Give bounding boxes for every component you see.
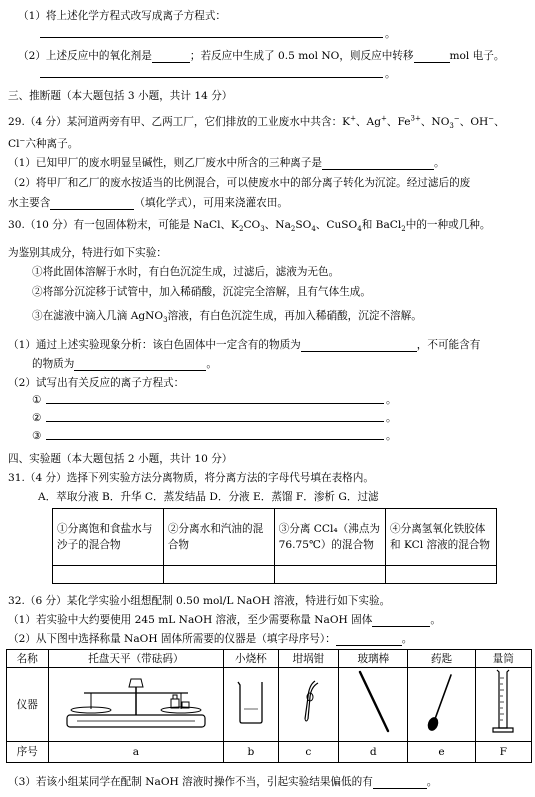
q32-part3 xyxy=(8,775,437,789)
graduated-cylinder-icon xyxy=(489,668,517,736)
electron-blank[interactable] xyxy=(414,50,450,63)
q28-p2a: （2）上述反应中的氧化剂是 xyxy=(18,50,152,62)
q32-stem: 32.（6 分）某化学实验小组想配制 0.50 mol/L NaOH 溶液，特进行如下实验。 xyxy=(8,595,391,607)
q29-stem-d: 、NO xyxy=(420,116,450,128)
q30-p1b: ，不可能含有 xyxy=(416,339,481,351)
sup: − xyxy=(19,136,26,145)
q31-answer-1[interactable] xyxy=(53,566,164,584)
q30-exp3 xyxy=(32,309,422,323)
instrument-blank[interactable] xyxy=(336,633,402,646)
header-tongs: 坩埚钳 xyxy=(278,650,339,668)
q32-p3: （3）若该小组某同学在配制 NaOH 溶液时操作不当，引起实验结果偏低的有 xyxy=(8,776,373,788)
sub: 3 xyxy=(163,316,168,325)
q31-cell-4: ④分离氢氧化铁胶体和 KCl 溶液的混合物 xyxy=(386,509,497,566)
sup: − xyxy=(453,114,460,123)
letter-f: F xyxy=(475,742,531,763)
q28-p2c: mol 电子。 xyxy=(449,50,505,62)
oxidant-blank[interactable] xyxy=(152,50,190,63)
sub: 2 xyxy=(290,225,296,234)
row-label-sequence: 序号 xyxy=(7,742,49,763)
q29-stem xyxy=(8,115,505,129)
q30-part1 xyxy=(8,338,480,352)
answer-line[interactable] xyxy=(40,37,383,38)
q30-p1c: 的物质为 xyxy=(32,358,75,370)
answer-line[interactable] xyxy=(40,77,383,78)
header-beaker: 小烧杯 xyxy=(224,650,278,668)
period: 。 xyxy=(386,394,397,406)
period: 。 xyxy=(433,157,445,169)
answer-line[interactable] xyxy=(46,439,384,440)
mass-blank[interactable] xyxy=(372,614,430,627)
sub: 4 xyxy=(311,225,316,234)
q30-exp2: ②将部分沉淀移于试管中，加入稀硝酸，沉淀完全溶解，且有气体生成。 xyxy=(32,286,371,298)
q31-options: A．萃取分液 B．升华 C．蒸发结晶 D．分液 E．蒸馏 F．渗析 G．过滤 xyxy=(38,491,379,503)
q30-stem-b: CO xyxy=(243,219,261,231)
q31-table xyxy=(52,508,497,584)
q29-stem-e: 、OH xyxy=(459,116,489,128)
rod-cell xyxy=(339,668,408,742)
crucible-tongs-icon xyxy=(293,677,323,727)
q31-cell-1: ①分离饱和食盐水与沙子的混合物 xyxy=(53,509,164,566)
q30-e3a: ③在滤液中滴入几滴 AgNO xyxy=(32,310,164,322)
beaker-cell xyxy=(224,668,278,742)
sup: + xyxy=(350,114,356,123)
q28-p2b: ；若反应中生成了 0.5 mol NO，则反应中转移 xyxy=(189,50,414,62)
q29-stem-f: 、 xyxy=(494,116,505,128)
q29-p2b: 水主要含 xyxy=(8,197,51,209)
letter-a: a xyxy=(48,742,224,763)
sub: 4 xyxy=(357,225,362,234)
q31-stem: 31.（4 分）选择下列实验方法分离物质，将分离方法的字母代号填在表格内。 xyxy=(8,472,374,484)
q30-part2: （2）试写出有关反应的离子方程式： xyxy=(8,377,185,389)
must-contain-blank[interactable] xyxy=(301,339,417,352)
sub: 2 xyxy=(238,225,244,234)
q30-intro: 为鉴别其成分，特进行如下实验： xyxy=(8,247,167,259)
glass-rod-icon xyxy=(348,669,398,735)
sup: 3+ xyxy=(410,114,421,123)
cannot-contain-blank[interactable] xyxy=(74,358,206,371)
q32-p2: （2）从下图中选择称量 NaOH 固体所需要的仪器是（填字母序号）： xyxy=(8,633,336,645)
formula-blank[interactable] xyxy=(50,197,134,210)
period: 。 xyxy=(386,430,397,442)
q30-stem-d: SO xyxy=(295,219,312,231)
section-3-title: 三、推断题（本大题包括 3 小题，共计 14 分） xyxy=(8,90,233,102)
q31-cell-3: ③分离 CCl₄（沸点为 76.75℃）的混合物 xyxy=(274,509,385,566)
header-rod: 玻璃棒 xyxy=(339,650,408,668)
circle-3: ③ xyxy=(32,430,42,442)
q30-e3b: 溶液，有白色沉淀生成，再加入稀硝酸，沉淀不溶解。 xyxy=(167,310,422,322)
letter-c: c xyxy=(278,742,339,763)
period: 。 xyxy=(206,358,217,370)
q30-stem xyxy=(8,218,491,232)
period: 。 xyxy=(426,776,438,788)
period: 。 xyxy=(386,412,397,424)
q29-stem2-b: 六种离子。 xyxy=(25,138,79,150)
q31-answer-4[interactable] xyxy=(386,566,497,584)
letter-b: b xyxy=(224,742,278,763)
q30-stem-c: 、Na xyxy=(264,219,291,231)
header-balance: 托盘天平（带砝码） xyxy=(48,650,224,668)
period: 。 xyxy=(401,633,413,645)
q30-exp1: ①将此固体溶解于水时，有白色沉淀生成，过滤后，滤液为无色。 xyxy=(32,266,340,278)
q29-p2c: （填化学式），可用来浇灌农田。 xyxy=(134,197,288,209)
q31-answer-3[interactable] xyxy=(274,566,385,584)
period: 。 xyxy=(430,614,441,626)
q29-stem-b: 、Ag xyxy=(355,116,381,128)
answer-line[interactable] xyxy=(46,403,384,404)
q30-p1a: （1）通过上述实验现象分析：该白色固体中一定含有的物质为 xyxy=(8,339,301,351)
q29-stem-a: 29.（4 分）某河道两旁有甲、乙两工厂，它们排放的工业废水中共含：K xyxy=(8,116,351,128)
q29-stem2 xyxy=(8,137,78,151)
q30-eq2 xyxy=(32,411,42,425)
header-name: 名称 xyxy=(7,650,49,668)
ions-blank[interactable] xyxy=(322,157,434,170)
sub: 3 xyxy=(449,122,454,131)
q32-part2 xyxy=(8,632,412,646)
period: 。 xyxy=(385,68,396,80)
spatula-cell xyxy=(408,668,475,742)
sub: 3 xyxy=(260,225,265,234)
q28-part2 xyxy=(18,49,504,63)
q30-stem-f: 和 BaCl xyxy=(361,219,402,231)
sup: − xyxy=(488,114,495,123)
header-spatula: 药匙 xyxy=(408,650,475,668)
instrument-table xyxy=(6,649,532,763)
row-label-instrument: 仪器 xyxy=(7,668,49,742)
q30-eq3 xyxy=(32,429,42,443)
answer-line[interactable] xyxy=(46,421,384,422)
section-4-title: 四、实验题（本大题包括 2 小题，共计 10 分） xyxy=(8,453,233,465)
header-cylinder: 量筒 xyxy=(475,650,531,668)
q31-cell-2: ②分离水和汽油的混合物 xyxy=(163,509,274,566)
circle-2: ② xyxy=(32,412,42,424)
q30-eq1 xyxy=(32,393,42,407)
period: 。 xyxy=(385,28,396,40)
balance-icon xyxy=(59,671,213,733)
q29-cl: Cl xyxy=(8,138,20,150)
spatula-icon xyxy=(421,671,461,733)
tongs-cell xyxy=(278,668,339,742)
q32-part1 xyxy=(8,613,441,627)
letter-e: e xyxy=(408,742,475,763)
q30-stem-a: 30.（10 分）有一包固体粉末，可能是 NaCl、K xyxy=(8,219,239,231)
q28-part1: （1）将上述化学方程式改写成离子方程式： xyxy=(18,10,227,22)
letter-d: d xyxy=(339,742,408,763)
q29-stem-c: 、Fe xyxy=(386,116,411,128)
q29-part2a: （2）将甲厂和乙厂的废水按适当的比例混合，可以使废水中的部分离子转化为沉淀。经过滤后的废 xyxy=(8,177,471,189)
q29-part2b xyxy=(8,196,288,210)
cylinder-cell xyxy=(475,668,531,742)
q30-stem-e: 、CuSO xyxy=(315,219,358,231)
q31-answer-2[interactable] xyxy=(163,566,274,584)
q29-part1 xyxy=(8,156,445,170)
q30-part1c xyxy=(32,357,217,371)
error-blank[interactable] xyxy=(373,776,427,789)
circle-1: ① xyxy=(32,394,42,406)
q32-p1: （1）若实验中大约要使用 245 mL NaOH 溶液，至少需要称量 NaOH 固体 xyxy=(8,614,373,626)
q29-p1: （1）已知甲厂的废水明显呈碱性，则乙厂废水中所含的三种离子是 xyxy=(8,157,322,169)
sup: + xyxy=(381,114,387,123)
beaker-icon xyxy=(234,679,268,725)
q30-stem-g: 中的一种或几种。 xyxy=(405,219,491,231)
balance-cell xyxy=(48,668,224,742)
sub: 2 xyxy=(401,225,406,234)
